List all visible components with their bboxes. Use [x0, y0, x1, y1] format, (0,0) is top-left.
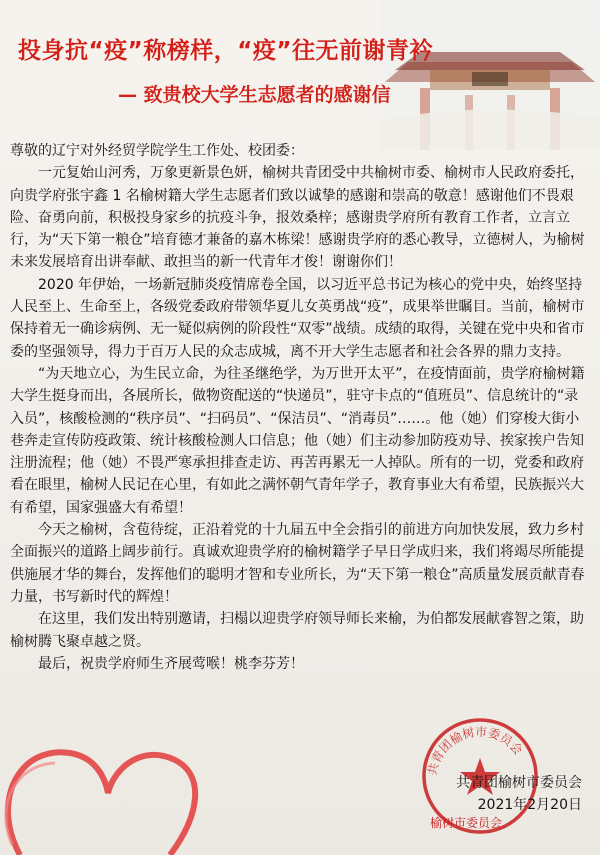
seal-label: 榆树市委员会: [430, 816, 503, 830]
archway-illustration: [380, 0, 600, 150]
letter-subtitle: — 致贵校大学生志愿者的感谢信: [118, 84, 391, 106]
seal-ring-text: 共青团榆树市委员会: [425, 724, 526, 777]
letter-title: 投身抗“疫”称榜样，“疫”往无前谢青衿: [18, 38, 433, 64]
salutation: 尊敬的辽宁对外经贸学院学生工作处、校团委：: [10, 143, 304, 159]
paragraph: 2020 年伊始，一场新冠肺炎疫情席卷全国，以习近平总书记为核心的党中央，始终坚持人民至上、生命至上，各级党委政府带领华夏儿女英勇战“疫”，成果举世瞩目。当前，榆树市保持着无一确诊病例、无一疑似病例的阶段性“双零”战绩。成绩的取得，关键在党中央和省市委的坚强领导，得力于百万人民的众志成城，离不开大学生志愿者和社会各界的鼎力支持。: [10, 276, 585, 360]
letter-body: [10, 140, 592, 675]
svg-text:共青团榆树市委员会: [424, 724, 525, 776]
signature-org: 共青团榆树市委员会: [456, 775, 582, 791]
paragraph: 一元复始山河秀，万象更新景色妍，榆树共青团受中共榆树市委、榆树市人民政府委托，向贵学府张宇鑫 1 名榆树籍大学生志愿者们致以诚挚的感谢和崇高的敬意！感谢他们不畏艰险、奋勇向前，积极投身家乡的抗疫斗争，报效桑梓；感谢贵学府所有教育工作者，立言立行，为“天下第一粮仓”培育德才兼备的嘉木栋梁！感谢贵学府的悉心教导，立德树人，为榆树未来发展培育出讲奉献、敢担当的新一代青年才俊！谢谢你们！: [10, 165, 585, 271]
paragraph: 最后，祝贵学府师生齐展莺喉！桃李芬芳！: [38, 655, 304, 672]
paragraph: 今天之榆树，含苞待绽，正沿着党的十九届五中全会指引的前进方向加快发展，致力乡村全面振兴的道路上阔步前行。真诚欢迎贵学府的榆树籍学子早日学成归来，我们将竭尽所能提供施展才华的舞台，发挥他们的聪明才智和专业所长，为“天下第一粮仓”高质量发展贡献青春力量，书写新时代的辉煌！: [10, 522, 585, 605]
signature-block: [456, 772, 582, 816]
paragraph: “为天地立心，为生民立命，为往圣继绝学，为万世开太平”，在疫情面前，贵学府榆树籍大学生挺身而出，各展所长，做物资配送的“快递员”，驻守卡点的“值班员”、信息统计的“录入员”，核酸检测的“秩序员”、“扫码员”、“保洁员”、“消毒员”……。他（她）们穿梭大街小巷奔走宣传防疫政策、统计核酸检测人口信息；他（她）们主动参加防疫劝导、挨家挨户告知注册流程；他（她）不畏严寒承担排查走访、再苦再累无一人掉队。所有的一切，党委和政府看在眼里，榆树人民记在心里，有如此之满怀朝气青年学子，教育事业大有希望，民族振兴大有希望，国家强盛大有希望！: [10, 365, 585, 516]
heart-decoration: [0, 705, 210, 855]
paragraph: 在这里，我们发出特别邀请，扫榻以迎贵学府领导师长来榆，为伯都发展献睿智之策，助榆树腾飞聚卓越之贤。: [10, 611, 584, 650]
signature-date: 2021年2月20日: [477, 797, 582, 813]
